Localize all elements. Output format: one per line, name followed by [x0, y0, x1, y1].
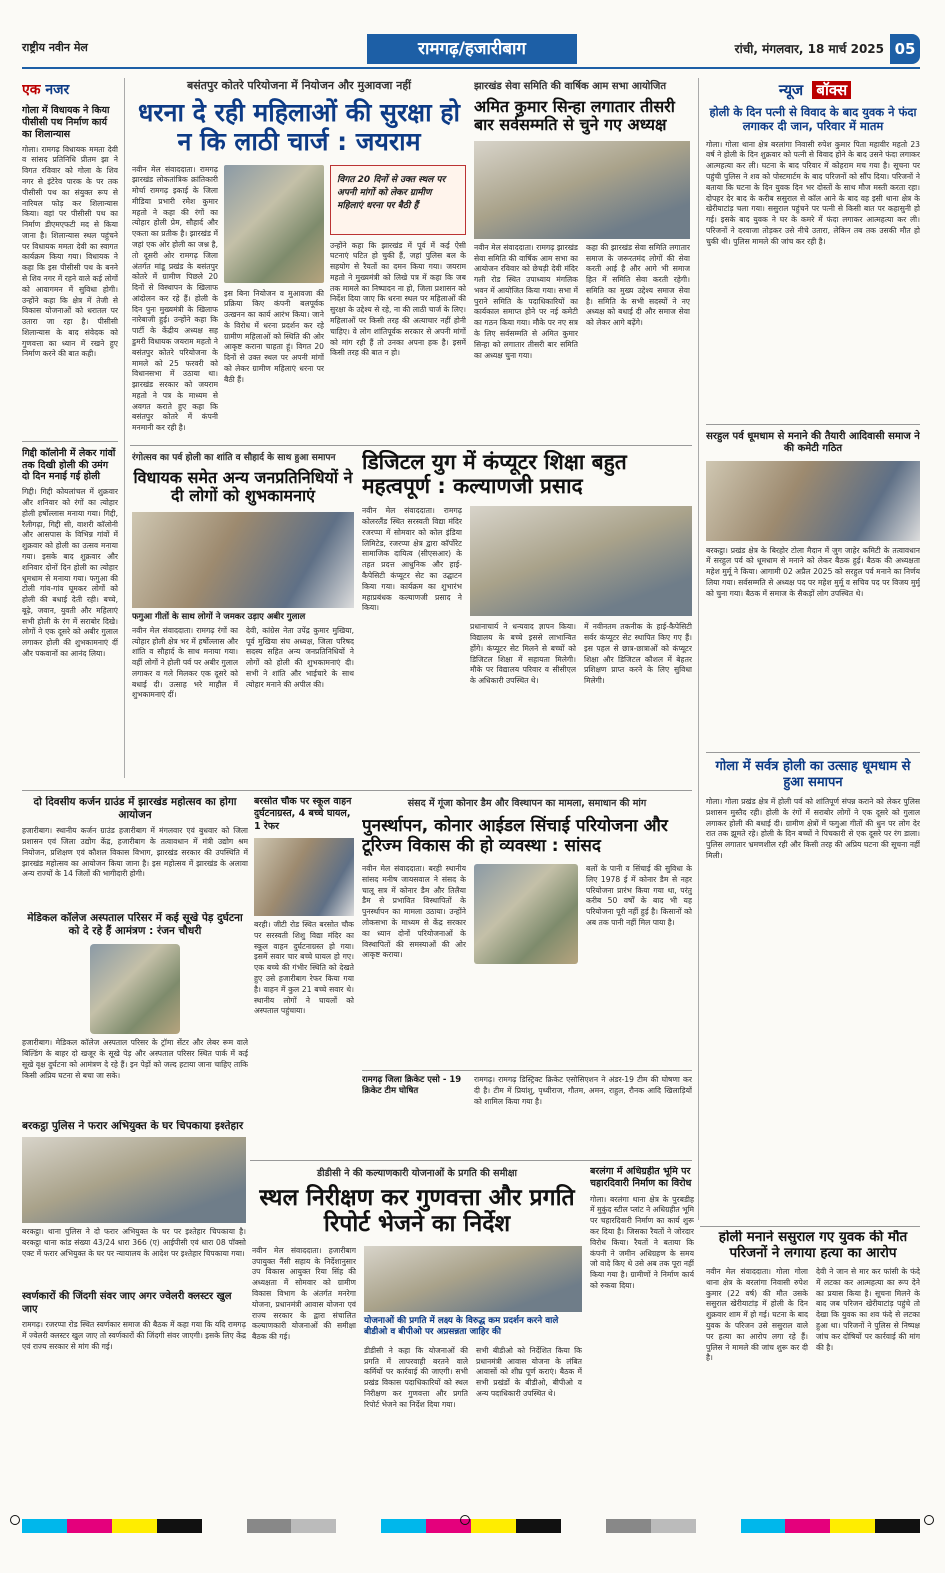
story-sansad-col3: बलों के पानी व सिंचाई की सुविधा के लिए 1978 ई में कोनार डैम से नहर परियोजना प्रारंभ किया गया था, परंतु करीब 50 वर्षों के बाद भी यह परियोजना पूरी नहीं हुई है। किसानों को अब तक पानी नहीं मिल पाया है।: [586, 864, 692, 927]
masthead-date: रांची, मंगलवार, 18 मार्च 2025: [734, 42, 884, 56]
story-dc: [252, 1166, 582, 1512]
story-barkagaon-title: बरकट्ठा पुलिस ने फरार अभियुक्त के घर चिपकाया इश्तेहार: [22, 1120, 244, 1132]
masthead: [22, 34, 920, 64]
story-death-col2: देवी ने जान से मार कर फांसी के फंदे में लटका कर आत्महत्या का रूप देने का प्रयास किया है। सूचना मिलने के बाद जब परिजन खेरीयाटांड़ पहुंचे तो देखा कि युवक का शव फंदे से लटका हुआ था। परिजनों ने पुलिस से निष्पक्ष जांच कर दोषियों पर कार्रवाई की मांग की है।: [816, 1267, 920, 1352]
story-mla: [132, 450, 354, 780]
story-dc-col3: सभी बीडीओ को निर्देशित किया कि प्रधानमंत्री आवास योजना के लंबित आवासों को शीघ्र पूर्ण कराएं। बैठक में सभी प्रखंडों के बीडीओ, बीपीओ व अन्य पदाधिकारी उपस्थित थे।: [476, 1345, 582, 1398]
ek-nazar-tag: एक नजर: [22, 82, 70, 98]
ek-nazar-story1-title: गोला में विधायक ने किया पीसीसी पथ निर्माण कार्य का शिलान्यास: [22, 105, 110, 140]
news-box: [706, 80, 920, 1220]
news-box-tag: न्यूज बॉक्स: [706, 80, 920, 100]
story-bus: [254, 796, 354, 1116]
masthead-section: रामगढ़/हजारीबाग: [367, 34, 577, 64]
divider: [130, 445, 692, 446]
print-color-bar: [22, 1519, 920, 1533]
story-dharna: [132, 78, 466, 438]
story-dharna-col2: इस बिना नियोजन व मुआवजा की प्रक्रिया किए कंपनी बलपूर्वक उत्खनन का कार्य आरंभ किया। जाने के विरोध में धरना प्रदर्शन कर रहे ग्रामीण महिलाओं को स्थिति की ओर आकृष्ट कराना चाहता हूं। विगत 20 दिनों से उक्त स्थल पर अपनी मांगों को लेकर ग्रामीण महिलाएं धरना पर बैठी हैं।: [224, 288, 324, 384]
ek-nazar-story2-title: गिद्दी कॉलोनी में लेकर गांवों तक दिखी होली की उमंग दो दिन मनाई गई होली: [22, 447, 116, 483]
story-barkagaon-body: बरकट्ठा। थाना पुलिस ने दो फरार अभियुक्त के घर पर इश्तेहार चिपकाया है। बरकट्ठा थाना कांड संख्या 43/24 धारा 366 (ए) आईपीसी एवं धारा 08 पॉक्सो एक्ट में फरार अभियुक्त के घर पर न्यायालय के आदेश पर इश्तेहार चिपकाया गया।: [22, 1227, 246, 1258]
story-amit-col2: कहा की झारखंड सेवा समिति लगातार समाज के जरूरतमंद लोगों की सेवा करती आई है और आगे भी समाज हित में समिति सेवा करती रहेगी। समिति का मुख्य उद्देश्य समाज सेवा है। समिति के सभी सदस्यों ने नए अध्यक्ष को बधाई दी और समाज सेवा को लेकर आगे बढ़ेंगे।: [586, 242, 690, 328]
story-curzon: [22, 796, 248, 908]
divider: [700, 1226, 920, 1227]
story-dc-headline: स्थल निरीक्षण कर गुणवत्ता और प्रगति रिपोर्ट भेजने का निर्देश: [259, 1185, 575, 1238]
registration-mark-icon: [460, 1515, 470, 1525]
story-curzon-title: दो दिवसीय कर्जन ग्राउंड में झारखंड महोत्सव का होगा आयोजन: [33, 796, 237, 822]
story-barlanga-body: गोला। बरलंगा थाना क्षेत्र के पुरबडीह में मुकुंद स्टील प्लांट ने अधिग्रहीत भूमि पर चहारदिवारी निर्माण का कार्य शुरू कर दिया है। जिसका रैयतों ने जोरदार विरोध किया। रैयतों ने बताया कि कंपनी ने जमीन अधिग्रहण के समय जो वादे किए थे उसे अब तक पूरा नहीं किया गया है। ग्रामीणों ने निर्माण कार्य को रुकवा दिया।: [590, 1194, 694, 1290]
column-divider: [698, 78, 699, 1220]
story-curzon-body: हजारीबाग। स्थानीय कर्जन ग्राउंड हजारीबाग में मंगलवार एवं बुधवार को जिला प्रशासन एवं जिला उद्योग केंद्र, हजारीबाग के तत्वावधान में मंत्री उद्योग श्रम नियोजन, प्रशिक्षण एवं कौशल विकास विभाग, झारखंड सरकार की उपस्थिति में झारखंड महोत्सव का आयोजन किया जाना है। इस महोत्सव में झारखंड के अलावा अन्य राज्यों के 14 जिलों की भागीदारी होगी।: [22, 826, 248, 879]
ek-nazar-story1-body: गोला। रामगढ़ विधायक ममता देवी व सांसद प्रतिनिधि प्रीतम झा ने विगत रविवार को गोला के शिव नगर से इंटेरेव पारक के पर तक पीसीसी पथ का संयुक्त रूप से नारियल फोड़ कर शिलान्यास किया। वहां पर पीसीसी पथ का निर्माण डीएमएफटी मद से किया जाना है। शिलान्यास स्थल पहुंचने पर विधायक ममता देवी का स्वागत कार्यक्रम किया गया। विधायक ने कहा कि इस पीसीसी पथ के बनने से शिव नगर में रहने वाले कई लोगों को आवागमन में सुविधा होगी। उन्होंने कहा कि क्षेत्र में तेजी से विकास योजनाओं को धरातल पर उतारा जा रहा है। पीसीसी शिलान्यास के बाद संवेदक को गुणवत्ता का ध्यान में रखने हुए निर्माण करने की बात कही।: [22, 144, 118, 359]
holi-group-photo: [132, 512, 354, 608]
ek-nazar-story2-body: गिद्दी। गिद्दी कोयलांचल में शुक्रवार और शनिवार को रंगों का त्योहार होली हर्षोल्लास मनाया गया। गिद्दी, रैलीगढ़ा, गिद्दी सी, वाशरी कॉलोनी और आसपास के विभिन्न गांवों में शुक्रवार को होली का उत्सव मनाया गया। इसके बाद शुक्रवार और शनिवार दोनों दिन होली का त्योहार धूमधाम से मनाया गया। फगुआ की टोली गांव-गांव घूमकर लोगों को होली की बधाई देती रही। बच्चे, बूढ़े, जवान, युवती और महिलाएं सभी होली के रंग में सराबोर दिखे। लोगों ने एक दूसरे को अबीर गुलाल लगाकर होली की शुभकामनाएं दीं और पकवानों का आनंद लिया।: [22, 487, 118, 658]
column-divider: [124, 78, 125, 778]
registration-mark-icon: [924, 1515, 934, 1525]
amit-group-photo: [474, 141, 690, 239]
story-death-headline: होली मनाने ससुराल गए युवक की मौत परिजनों ने लगाया हत्या का आरोप: [718, 1230, 908, 1261]
mp-photo: [474, 864, 578, 964]
ranjan-photo: [90, 944, 180, 1034]
story-death: [706, 1230, 920, 1512]
divider: [250, 1160, 692, 1161]
story-dc-subhead: योजनाओं की प्रगति में लक्ष्य के विरुद्ध कम प्रदर्शन करने वाले बीडीओ व बीपीओ पर अप्रसन्नता जाहिर की: [364, 1315, 559, 1338]
story-bus-body: बरही। जीटी रोड स्थित बरसोत चौक पर सरस्वती शिशु विद्या मंदिर का स्कूल वाहन दुर्घटनाग्रस्त हो गया। इसमें सवार चार बच्चे घायल हो गए। एक बच्चे की गंभीर स्थिति को देखते हुए उसे हजारीबाग रेफर किया गया है। वाहन में कुल 21 बच्चे सवार थे। स्थानीय लोगों ने घायलों को अस्पताल पहुंचाया।: [254, 920, 354, 1016]
story-sansad-col1: नवीन मेल संवाददाता। बरही स्थानीय सांसद मनीष जायसवाल ने संसद के चालू सत्र में कोनार डैम और तिलैया डैम से प्रभावित विस्थापितों के पुनर्स्थापन का मामला उठाया। उन्होंने लोकसभा के माध्यम से केंद्र सरकार का ध्यान दोनों परियोजनाओं के विस्थापितों की समस्याओं की ओर आकृष्ट कराया।: [362, 864, 466, 960]
news-box-story2-body: बरकट्ठा। प्रखंड क्षेत्र के बिरहोर टोला मैदान में जुग जाहेर कमिटी के तत्वावधान में सरहुल पर्व को धूमधाम से मनाने को लेकर बैठक हुई। बैठक की अध्यक्षता महेश मुर्मू ने किया। आगामी 02 अप्रैल 2025 को सरहुल पर्व मनाने का निर्णय लिया गया। सर्वसम्मति से अध्यक्ष पद पर महेश मुर्मू व सचिव पद पर विजय मुर्मू को चुना गया। बैठक में समाज के सैकड़ों लोग उपस्थित थे।: [706, 545, 920, 598]
review-meeting-photo: [364, 1246, 582, 1312]
story-death-col1: नवीन मेल संवाददाता। गोला गोला थाना क्षेत्र के बरलांगा निवासी रुपेश कुमार (22 वर्ष) की मौत उसके ससुराल खेरीयाटांड़ में होली के दिन शुक्रवार शाम में हो गई। घटना के बाद युवक के परिजन उसे ससुराल वाले पर हत्या का आरोप लगा रहे हैं। पुलिस ने मामले की जांच शुरू कर दी है।: [706, 1267, 808, 1363]
news-box-story1-body: गोला। गोला थाना क्षेत्र बरलांगा निवासी रुपेश कुमार पिता महावीर महतो 23 वर्ष ने होली के दिन शुक्रवार को पत्नी से विवाद होने के बाद उसने फंदा लगाकर आत्महत्या कर ली। घटना के बाद परिवार में कोहराम मच गया है। सूचना पर पहुंची पुलिस ने शव को पोस्टमार्टम के बाद परिजनों को सौंप दिया। परिजनों ने बताया कि घटना के दिन युवक दिन भर दोस्तों के साथ मौज मस्ती करता रहा। दोपहर देर बाद के करीब ससुराल से कॉल आने के बाद वह इसी थाना क्षेत्र के खेरीयाटांड़ चला गया। ससुराल पहुंचने पर पत्नी से किसी बात पर कहासुनी हो गई। इसके बाद युवक ने घर के कमरे में फंदा लगाकर आत्महत्या कर ली। परिजनों ने दरवाजा तोड़कर उसे नीचे उतारा, लेकिन तब तक उसकी मौत हो चुकी थी। पुलिस मामले की जांच कर रही है।: [706, 139, 920, 246]
story-sansad-kicker: संसद में गूंजा कोनार डैम और विस्थापन का मामला, समाधान की मांग: [407, 798, 647, 809]
bus-accident-photo: [254, 838, 354, 916]
divider: [706, 424, 920, 425]
story-mla-col1: नवीन मेल संवाददाता। रामगढ़ रंगों का त्योहार होली क्षेत्र भर में हर्षोल्लास और शांति व सौहार्द के साथ मनाया गया। वहीं लोगों ने होली पर्व पर अबीर गुलाल लगाकर व गले मिलकर एक दूसरे को बधाई दी। उत्साह भरे माहौल में शुभकामनाएं दीं।: [132, 625, 238, 700]
story-dharna-col1: नवीन मेल संवाददाता। रामगढ़ झारखंड लोकतांत्रिक क्रांतिकारी मोर्चा रामगढ़ इकाई के जिला मीडिया प्रभारी रमेश कुमार महतो ने कहा की रंगों का त्योहार होली प्रेम, सौहार्द और एकता का प्रतीक है। झारखंड में जहां एक ओर होली का जश्न है, तो दूसरी ओर रामगढ़ जिला अंतर्गत मांडू प्रखंड के बसंतपुर कोतरे में ग्रामीण पिछले 20 दिनों से विस्थापन के खिलाफ आंदोलन कर रहे हैं। होली के दिन पुनः मुख्यमंत्री के खिलाफ नारेबाजी हुई। उन्होंने कहा कि पार्टी के केंद्रीय अध्यक्ष सह डुमरी विधायक जयराम महतो ने बसंतपुर कोतरे परियोजना के मामले को 25 फरवरी को विधानसभा में उठाया था। झारखंड सरकार को जयराम महतो ने पत्र के माध्यम से अवगत कराते हुए कहा कि बसंतपुर कोतरे में कंपनी मनमानी कर रही है।: [132, 164, 218, 433]
news-box-story3-title: गोला में सर्वत्र होली का उत्साह धूमधाम से हुआ समापन: [715, 758, 911, 790]
cricket-body: रामगढ़। रामगढ़ डिस्ट्रिक्ट क्रिकेट एसोसिएशन ने अंडर-19 टीम की घोषणा कर दी है। टीम में प्रियांशु, पृथ्वीराज, गौतम, अमन, राहुल, रौनक आदि खिलाड़ियों को शामिल किया गया है।: [474, 1075, 692, 1106]
story-computer: [362, 450, 692, 780]
story-amit-kicker: झारखंड सेवा समिति की वार्षिक आम सभा आयोजित: [474, 81, 667, 92]
jayram-photo: [224, 165, 324, 283]
news-box-story2-title: सरहुल पर्व धूमधाम से मनाने की तैयारी आदिवासी समाज ने की कमेटी गठित: [706, 430, 920, 455]
story-barkagaon: [22, 1120, 246, 1512]
cricket-title: रामगढ़ जिला क्रिकेट एसो - 19 क्रिकेट टीम घोषित: [362, 1075, 462, 1097]
story-medical-body: हजारीबाग। मेडिकल कॉलेज अस्पताल परिसर के ट्रॉमा सेंटर और लेबर रूम वाले बिल्डिंग के बाहर दो खजूर के सूखे पेड़ और अस्पताल परिसर स्थित पार्क में कई सूखे वृक्ष दुर्घटना को आमंत्रण दे रहे हैं। इन पेड़ों को जल्द हटाया जाना चाहिए ताकि किसी अप्रिय घटना से बचा जा सके।: [22, 1038, 248, 1080]
story-computer-col3: में नवीनतम तकनीक के हाई-कैपेसिटी सर्वर कंप्यूटर सेट स्थापित किए गए हैं। इस पहल से छात्र-छात्राओं को कंप्यूटर शिक्षा और डिजिटल कौशल में बेहतर प्रशिक्षण प्राप्त करने के लिए सुविधा मिलेगी।: [584, 622, 692, 686]
story-sansad-headline: पुनर्स्थापन, कोनार आईडल सिंचाई परियोजना और टूरिज्म विकास की हो व्यवस्था : सांसद: [362, 816, 668, 856]
story-mla-kicker: रंगोत्सव का पर्व होली का शांति व सौहार्द के साथ हुआ समापन: [132, 453, 336, 463]
story-bus-title: बरसोत चौक पर स्कूल वाहन दुर्घटनाग्रस्त, 4 बच्चे घायल, 1 रेफर: [254, 796, 352, 832]
police-poster-photo: [22, 1137, 246, 1223]
story-dc-kicker: डीडीसी ने की कल्याणकारी योजनाओं के प्रगति की समीक्षा: [316, 1168, 517, 1179]
story-dharna-headline: धरना दे रही महिलाओं की सुरक्षा हो न कि लाठी चार्ज : जयराम: [137, 98, 461, 156]
sarhul-meeting-photo: [706, 461, 920, 541]
news-box-story3-body: गोला। गोला प्रखंड क्षेत्र में होली पर्व को शांतिपूर्ण संपन्न कराने को लेकर पुलिस प्रशासन मुस्तैद रही। होली के रंगों में सराबोर लोगों ने एक दूसरे को गुलाल लगाकर होली की बधाई दी। ग्रामीण क्षेत्रों में फगुआ गीतों की धुन पर लोग देर रात तक झूमते रहे। होली के दिन बच्चों ने पिचकारी से एक दूसरे पर रंग डाला। पुलिस लगातार भ्रमणशील रही और किसी तरह की अप्रिय घटना की सूचना नहीं मिली।: [706, 797, 920, 860]
story-computer-headline: डिजिटल युग में कंप्यूटर शिक्षा बहुत महत्वपूर्ण : कल्याणजी प्रसाद: [362, 450, 627, 499]
divider: [22, 441, 118, 442]
story-jewellery-title: स्वर्णकारों की जिंदगी संवर जाए अगर ज्वेलरी क्लस्टर खुल जाए: [22, 1291, 232, 1315]
story-medical-title: मेडिकल कॉलेज अस्पताल परिसर में कई सूखे पेड़ दुर्घटना को दे रहे हैं आमंत्रण : रंजन चौधरी: [27, 912, 243, 938]
top-divider: [22, 67, 920, 69]
story-dc-col2: डीडीसी ने कहा कि योजनाओं की प्रगति में लापरवाही बरतने वाले कर्मियों पर कार्रवाई की जाएगी। सभी प्रखंड विकास पदाधिकारियों को स्थल निरीक्षण कर गुणवत्ता और प्रगति रिपोर्ट भेजने का निर्देश दिया गया।: [364, 1345, 468, 1409]
masthead-page-number: 05: [890, 34, 920, 64]
computer-inauguration-photo: [470, 506, 692, 616]
story-medical: [22, 912, 248, 1112]
story-mla-headline: विधायक समेत अन्य जनप्रतिनिधियों ने दी लोगों को शुभकामनाएं: [133, 468, 353, 506]
story-sansad: [362, 796, 692, 1152]
story-jewellery-body: रामगढ़। रजरप्पा रोड स्थित स्वर्णकार समाज की बैठक में कहा गया कि यदि रामगढ़ में ज्वेलरी क्लस्टर खुल जाए तो स्वर्णकारों की जिंदगी संवर जाएगी। इसके लिए केंद्र एवं राज्य सरकार से मांग की गई।: [22, 1320, 246, 1351]
masthead-paper-name: राष्ट्रीय नवीन मेल: [22, 41, 88, 54]
news-box-story1-title: होली के दिन पत्नी से विवाद के बाद युवक ने फंदा लगाकर दी जान, परिवार में मातम: [709, 105, 917, 133]
divider: [22, 790, 692, 791]
story-dharna-quote: विगत 20 दिनों से उक्त स्थल पर अपनी मांगों को लेकर ग्रामीण महिलाएं धरना पर बैठी हैं: [330, 165, 466, 235]
story-amit-headline: अमित कुमार सिन्हा लगातार तीसरी बार सर्वसम्मति से चुने गए अध्यक्ष: [474, 97, 675, 135]
ek-nazar-column: [22, 80, 118, 780]
story-barlanga: [590, 1166, 694, 1512]
story-dharna-kicker: बसंतपुर कोतरे परियोजना में नियोजन और मुआवजा नहीं: [186, 79, 412, 92]
story-amit-col1: नवीन मेल संवाददाता। रामगढ़ झारखंड सेवा समिति की वार्षिक आम सभा का आयोजन रविवार को छेचड़ी देवी मंदिर गली रोड स्थित उपाध्याय मंगलिक भवन में आयोजित किया गया। सभा में पुराने समिति के पदाधिकारियों का कार्यकाल समाप्त होने पर नई कमेटी का गठन किया गया। मौके पर नए सत्र के लिए सर्वसम्मति से अमित कुमार सिन्हा को लगातार तीसरी बार समिति का अध्यक्ष चुना गया।: [474, 242, 578, 360]
story-barlanga-title: बरलंगा में अधिग्रहीत भूमि पर चहारदिवारी निर्माण का विरोध: [590, 1166, 692, 1190]
divider: [362, 1070, 692, 1071]
story-mla-caption: फगुआ गीतों के साथ लोगों ने जमकर उड़ाए अबीर गुलाल: [132, 611, 306, 622]
story-mla-col2: देवी, कांग्रेस नेता उपेंद्र कुमार मुखिया, पूर्व मुखिया संघ अध्यक्ष, जिला परिषद सदस्य सहित अन्य जनप्रतिनिधियों ने लोगों को होली की शुभकामनाएं दी। सभी ने शांति और भाईचारे के साथ त्योहार मनाने की अपील की।: [246, 625, 354, 689]
story-amit: [474, 78, 690, 438]
story-dharna-col3: उन्होंने कहा कि झारखंड में पूर्व में कई ऐसी घटनाएं घटित हो चुकी हैं, जहां पुलिस बल के सहयोग से रैयतों का दमन किया गया। जयराम महतो ने मुख्यमंत्री को लिखे पत्र में कहा कि जब तक मामले का निष्पादन ना हो, जिला प्रशासन को निर्देश दिया जाए कि धरना स्थल पर महिलाओं की सुरक्षा के उद्देश्य से रहे, ना की लाठी चार्ज के लिए। महिलाओं पर किसी तरह की अत्याचार नहीं होनी चाहिए। वे लोग शांतिपूर्वक सरकार से अपनी मांगों को मांग रही हैं तो उनका अपना हक है। इसमें किसी तरह की बात न हो।: [330, 240, 466, 358]
story-computer-col2: प्रधानाचार्य ने धन्यवाद ज्ञापन किया। विद्यालय के बच्चे इससे लाभान्वित होंगे। कंप्यूटर सेट मिलने से बच्चों को डिजिटल शिक्षा में सहायता मिलेगी। मौके पर विद्यालय परिवार व सीसीएल के अधिकारी उपस्थित थे।: [470, 622, 576, 686]
registration-mark-icon: [10, 1515, 20, 1525]
story-computer-col1: नवीन मेल संवाददाता। रामगढ़ कोलरलैंड स्थित सरस्वती विद्या मंदिर रजरप्पा में सोमवार को कोल इंडिया लिमिटेड, रजरप्पा क्षेत्र द्वारा कॉर्पोरेट सामाजिक दायित्व (सीएसआर) के तहत प्रदत्त आधुनिक और हाई-कैपेसिटी कंप्यूटर सेट का उद्घाटन किया गया। कार्यक्रम का शुभारंभ महाप्रबंधक कल्याणजी प्रसाद ने किया।: [362, 506, 462, 613]
story-dc-col1: नवीन मेल संवाददाता। हजारीबाग उपायुक्त नैंसी सहाय के निर्देशानुसार उप विकास आयुक्त रिया सिंह की अध्यक्षता में सोमवार को ग्रामीण विकास विभाग के अंतर्गत मनरेगा योजना, प्रधानमंत्री आवास योजना एवं राज्य सरकार के द्वारा संचालित कल्याणकारी योजनाओं की समीक्षा बैठक की गई।: [252, 1245, 356, 1342]
divider: [706, 752, 920, 753]
